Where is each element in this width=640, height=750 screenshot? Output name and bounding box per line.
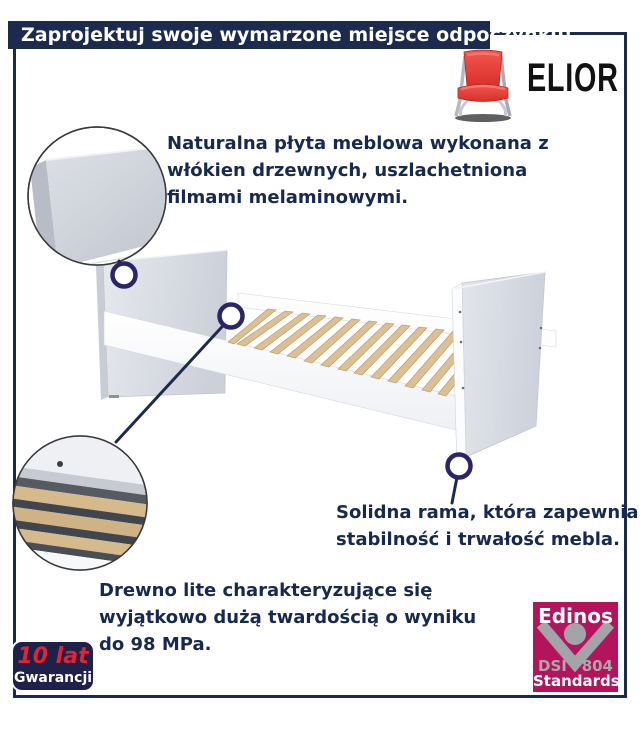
annotation-board-line: włókien drzewnych, uszlachetniona [167, 160, 528, 181]
annotation-wood-line: wyjątkowo dużą twardością o wyniku [99, 607, 477, 628]
warranty-label: Gwarancji [13, 670, 93, 686]
annotation-wood [99, 577, 476, 658]
annotation-board [167, 130, 549, 211]
edinos-badge [533, 602, 618, 692]
brand-logo [448, 48, 626, 124]
annotation-wood-line: Drewno lite charakteryzujące się [99, 580, 433, 601]
annotation-board-line: filmami melaminowymi. [167, 187, 409, 208]
edinos-standards: Standards [533, 672, 620, 690]
annotation-frame-line: Solidna rama, która zapewnia [336, 502, 639, 523]
bed-footboard [452, 272, 545, 469]
edinos-brand: Edinos [538, 604, 613, 628]
banner [8, 21, 573, 49]
annotation-wood-line: do 98 MPa. [99, 634, 212, 655]
edinos-dsi: DSI [538, 657, 567, 675]
annotation-frame-line: stabilność i trwałość mebla. [336, 529, 620, 550]
warranty-years: 10 lat [17, 644, 89, 669]
marker-headboard [113, 264, 136, 287]
edinos-804: 804 [581, 657, 613, 675]
brand-name: ELIOR [527, 56, 619, 100]
warranty-badge [11, 640, 95, 692]
banner-text: Zaprojektuj swoje wymarzone miejsce odpoczynku! [21, 24, 573, 46]
marker-footboard [448, 455, 471, 478]
callout-slats-zoom [0, 420, 169, 601]
annotation-board-line: Naturalna płyta meblowa wykonana z [167, 133, 549, 154]
annotation-frame [336, 499, 639, 553]
red-chair-icon [448, 48, 520, 124]
marker-slats [220, 305, 243, 328]
